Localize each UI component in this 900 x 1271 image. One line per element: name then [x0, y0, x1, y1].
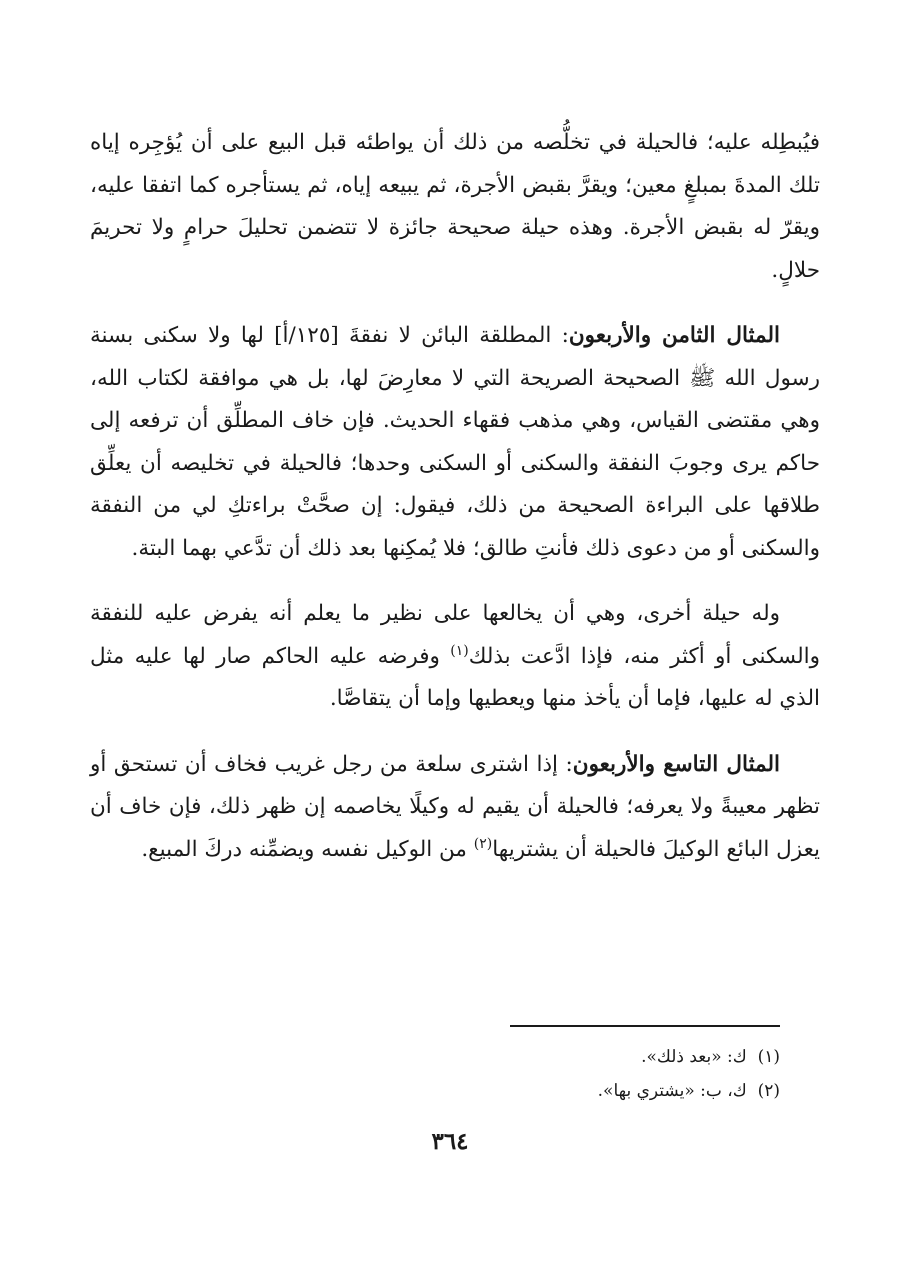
footnote-1-text: ك: «بعد ذلك». — [641, 1047, 747, 1067]
page-number: ٣٦٤ — [431, 1128, 469, 1155]
footnote-divider — [510, 1025, 780, 1027]
footnote-ref-1[interactable]: (١) — [450, 642, 469, 659]
example-48-heading: المثال الثامن والأربعون — [568, 323, 780, 348]
paragraph-1 — [90, 122, 820, 292]
example-49-text-after: من الوكيل نفسه ويضمِّنه دركَ المبيع. — [141, 836, 474, 862]
example-48-text: : المطلقة البائن لا نفقةَ [١٢٥/أ] لها ولا سكنى بسنة رسول الله ﷺ الصحيحة الصريحة التي لا معارِضَ لها، بل هي موافقة لكتاب الله، وهي مقتضى القياس، وهي مذهب فقهاء الحديث. فإن خاف المطلِّق أن ترفعه إلى حاكم يرى وجوبَ النفقة والسكنى أو السكنى وحدها؛ فالحيلة في تخليصه أن يعلِّق طلاقها على البراءة الصحيحة من ذلك، فيقول: إن صحَّتْ براءتكِ لي من النفقة والسكنى أو من دعوى ذلك فأنتِ طالق؛ فلا يُمكِنها بعد ذلك أن تدَّعي بهما البتة. — [90, 323, 820, 561]
paragraph-3-text: وله حيلة أخرى، وهي أن يخالعها على نظير ما يعلم أنه يفرض عليه للنفقة والسكنى أو أكثر منه، فإذا ادَّعت بذلك — [90, 601, 820, 669]
footnote-1 — [180, 1040, 780, 1074]
main-text — [90, 122, 820, 894]
paragraph-example-48 — [90, 315, 820, 570]
footnotes — [180, 1040, 780, 1108]
footnote-2-text: ك، ب: «يشتري بها». — [597, 1081, 747, 1101]
footnote-2 — [180, 1074, 780, 1108]
example-49-heading: المثال التاسع والأربعون — [572, 751, 781, 777]
footnote-ref-2[interactable]: (٢) — [473, 835, 493, 852]
example-49-text: : إذا اشترى سلعة من رجل غريب فخاف أن تستحق أو تظهر معيبةً ولا يعرفه؛ فالحيلة أن يقيم له وكيلًا يخاصمه إن ظهر ذلك، فإن خاف أن يعزل البائع الوكيلَ فالحيلة أن يشتريها — [90, 751, 820, 862]
paragraph-example-49 — [90, 744, 820, 872]
paragraph-3-text-after: وفرضه عليه الحاكم صار لها عليه مثل الذي له عليها، فإما أن يأخذ منها ويعطيها وإما أن يتقاصَّا. — [90, 643, 820, 711]
footnote-2-num: (٢) — [757, 1081, 780, 1101]
footnote-1-num: (١) — [757, 1047, 780, 1067]
paragraph-3 — [90, 593, 820, 721]
paragraph-1-text: فيُبطِله عليه؛ فالحيلة في تخلُّصه من ذلك أن يواطئه قبل البيع على أن يُؤجِره إياه تلك المدةَ بمبلغٍ معين؛ ويقرَّ بقبض الأجرة، ثم يبيعه إياه، ثم يستأجره كما اتفقا عليه، ويقرّ له بقبض الأجرة. وهذه حيلة صحيحة جائزة لا تتضمن تحليلَ حرامٍ ولا تحريمَ حلالٍ. — [90, 130, 820, 283]
